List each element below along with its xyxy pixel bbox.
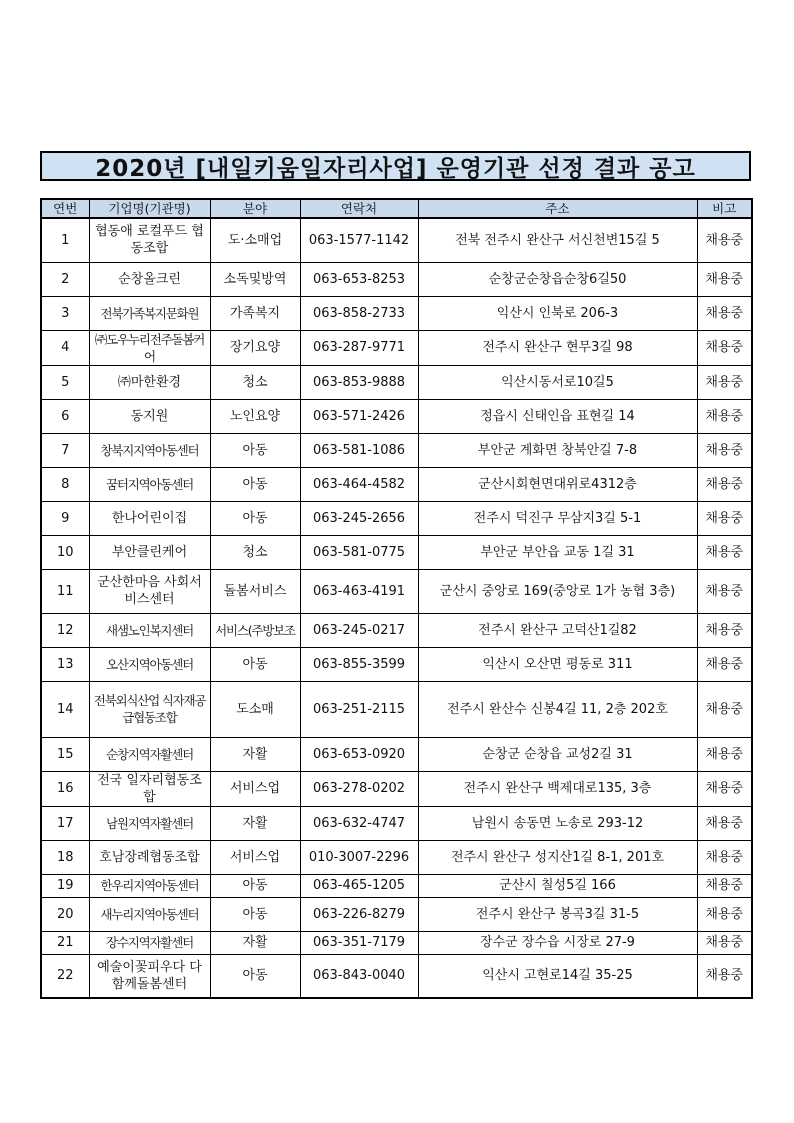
cell-note: 채용중 [697,467,752,501]
cell-note: 채용중 [697,330,752,365]
cell-contact: 063-245-0217 [300,613,418,647]
table-row [41,218,752,262]
table-row [41,771,752,806]
cell-field: 자활 [210,806,300,840]
cell-note: 채용중 [697,535,752,569]
cell-note: 채용중 [697,954,752,998]
cell-name: 전북가족복지문화원 [89,296,210,330]
cell-address: 익산시 오산면 평동로 311 [418,647,697,681]
cell-no: 17 [41,806,89,840]
cell-note: 채용중 [697,771,752,806]
cell-no: 10 [41,535,89,569]
cell-no: 4 [41,330,89,365]
cell-no: 22 [41,954,89,998]
cell-name: 전북외식산업 식자재공급협동조합 [89,681,210,737]
cell-field: 자활 [210,737,300,771]
cell-note: 채용중 [697,399,752,433]
cell-note: 채용중 [697,897,752,931]
cell-contact: 063-287-9771 [300,330,418,365]
cell-note: 채용중 [697,365,752,399]
table-row [41,399,752,433]
cell-name: 군산한마음 사회서비스센터 [89,569,210,613]
table-row [41,467,752,501]
cell-no: 9 [41,501,89,535]
table-row [41,501,752,535]
cell-address: 전주시 완산구 성지산1길 8-1, 201호 [418,840,697,874]
cell-name: 장수지역자활센터 [89,931,210,954]
cell-field: 아동 [210,647,300,681]
cell-note: 채용중 [697,296,752,330]
cell-no: 8 [41,467,89,501]
cell-address: 부안군 부안읍 교동 1길 31 [418,535,697,569]
cell-field: 아동 [210,467,300,501]
cell-no: 5 [41,365,89,399]
table-row [41,262,752,296]
table-row [41,897,752,931]
cell-contact: 063-464-4582 [300,467,418,501]
cell-no: 18 [41,840,89,874]
cell-field: 가족복지 [210,296,300,330]
table-row [41,433,752,467]
header-no: 연번 [41,199,89,218]
cell-address: 군산시회현면대위로4312층 [418,467,697,501]
cell-note: 채용중 [697,647,752,681]
cell-note: 채용중 [697,501,752,535]
cell-contact: 063-251-2115 [300,681,418,737]
cell-name: 예술이꽃피우다 다함께돌봄센터 [89,954,210,998]
cell-note: 채용중 [697,737,752,771]
results-table [40,198,753,999]
header-note: 비고 [697,199,752,218]
cell-note: 채용중 [697,840,752,874]
cell-field: 청소 [210,535,300,569]
cell-address: 군산시 중앙로 169(중앙로 1가 농협 3층) [418,569,697,613]
cell-contact: 063-245-2656 [300,501,418,535]
cell-name: 남원지역자활센터 [89,806,210,840]
cell-contact: 063-855-3599 [300,647,418,681]
cell-name: ㈜마한환경 [89,365,210,399]
cell-contact: 063-465-1205 [300,874,418,897]
cell-contact: 010-3007-2296 [300,840,418,874]
cell-contact: 063-226-8279 [300,897,418,931]
cell-note: 채용중 [697,569,752,613]
table-row [41,840,752,874]
cell-address: 장수군 장수읍 시장로 27-9 [418,931,697,954]
cell-address: 전주시 완산구 현무3길 98 [418,330,697,365]
cell-address: 전주시 완산구 백제대로135, 3층 [418,771,697,806]
cell-address: 군산시 칠성5길 166 [418,874,697,897]
table-body [41,218,752,998]
cell-contact: 063-843-0040 [300,954,418,998]
cell-name: 호남장례협동조합 [89,840,210,874]
table-row [41,931,752,954]
cell-no: 2 [41,262,89,296]
cell-no: 20 [41,897,89,931]
cell-name: 오산지역아동센터 [89,647,210,681]
cell-name: 창북지지역아동센터 [89,433,210,467]
cell-note: 채용중 [697,931,752,954]
table-row [41,737,752,771]
cell-field: 아동 [210,501,300,535]
table-row [41,954,752,998]
header-address: 주소 [418,199,697,218]
cell-contact: 063-581-0775 [300,535,418,569]
cell-name: 순창올크린 [89,262,210,296]
cell-address: 전주시 완산구 봉곡3길 31-5 [418,897,697,931]
cell-address: 전주시 완산수 신봉4길 11, 2층 202호 [418,681,697,737]
cell-field: 청소 [210,365,300,399]
cell-contact: 063-858-2733 [300,296,418,330]
cell-field: 서비스업 [210,840,300,874]
cell-note: 채용중 [697,218,752,262]
cell-address: 전주시 덕진구 무삼지3길 5-1 [418,501,697,535]
cell-contact: 063-1577-1142 [300,218,418,262]
cell-contact: 063-581-1086 [300,433,418,467]
cell-address: 남원시 송동면 노송로 293-12 [418,806,697,840]
table-row [41,806,752,840]
cell-note: 채용중 [697,613,752,647]
cell-note: 채용중 [697,433,752,467]
header-name: 기업명(기관명) [89,199,210,218]
table-row [41,365,752,399]
cell-field: 서비스(주방보조 [210,613,300,647]
cell-no: 13 [41,647,89,681]
cell-field: 자활 [210,931,300,954]
cell-address: 전북 전주시 완산구 서신천변15길 5 [418,218,697,262]
table-row [41,874,752,897]
header-contact: 연락처 [300,199,418,218]
cell-field: 아동 [210,433,300,467]
table-row [41,535,752,569]
table-row [41,330,752,365]
cell-field: 돌봄서비스 [210,569,300,613]
table-row [41,296,752,330]
cell-address: 정읍시 신태인읍 표현길 14 [418,399,697,433]
cell-no: 11 [41,569,89,613]
cell-no: 6 [41,399,89,433]
cell-no: 1 [41,218,89,262]
cell-note: 채용중 [697,806,752,840]
cell-no: 21 [41,931,89,954]
table-row [41,569,752,613]
cell-address: 익산시 인북로 206-3 [418,296,697,330]
table-row [41,647,752,681]
cell-field: 소독및방역 [210,262,300,296]
cell-field: 도소매 [210,681,300,737]
cell-name: 새샘노인복지센터 [89,613,210,647]
cell-contact: 063-632-4747 [300,806,418,840]
table-row [41,681,752,737]
header-field: 분야 [210,199,300,218]
page-title: 2020년 [내일키움일자리사업] 운영기관 선정 결과 공고 [40,151,751,181]
cell-contact: 063-463-4191 [300,569,418,613]
cell-no: 3 [41,296,89,330]
cell-name: 부안클린케어 [89,535,210,569]
cell-no: 15 [41,737,89,771]
cell-field: 아동 [210,874,300,897]
cell-field: 장기요양 [210,330,300,365]
cell-contact: 063-278-0202 [300,771,418,806]
cell-note: 채용중 [697,681,752,737]
cell-name: 전국 일자리협동조합 [89,771,210,806]
cell-address: 순창군 순창읍 교성2길 31 [418,737,697,771]
cell-name: 동지원 [89,399,210,433]
cell-contact: 063-351-7179 [300,931,418,954]
cell-name: 한우리지역아동센터 [89,874,210,897]
cell-note: 채용중 [697,874,752,897]
cell-name: 새누리지역아동센터 [89,897,210,931]
cell-address: 익산시 고현로14길 35-25 [418,954,697,998]
table-row [41,613,752,647]
cell-name: 한나어린이집 [89,501,210,535]
cell-note: 채용중 [697,262,752,296]
cell-name: 꿈터지역아동센터 [89,467,210,501]
cell-field: 서비스업 [210,771,300,806]
cell-name: 협동애 로컬푸드 협동조합 [89,218,210,262]
cell-contact: 063-853-9888 [300,365,418,399]
cell-field: 아동 [210,954,300,998]
cell-no: 7 [41,433,89,467]
cell-field: 아동 [210,897,300,931]
cell-field: 노인요양 [210,399,300,433]
cell-no: 12 [41,613,89,647]
cell-name: 순창지역자활센터 [89,737,210,771]
cell-contact: 063-571-2426 [300,399,418,433]
table-header-row [41,199,752,218]
cell-address: 전주시 완산구 고덕산1길82 [418,613,697,647]
cell-field: 도·소매업 [210,218,300,262]
cell-no: 14 [41,681,89,737]
cell-contact: 063-653-0920 [300,737,418,771]
cell-no: 19 [41,874,89,897]
cell-contact: 063-653-8253 [300,262,418,296]
cell-address: 순창군순창읍순창6길50 [418,262,697,296]
cell-name: ㈜도우누리전주돌봄커어 [89,330,210,365]
cell-address: 익산시동서로10길5 [418,365,697,399]
cell-no: 16 [41,771,89,806]
cell-address: 부안군 계화면 창북안길 7-8 [418,433,697,467]
